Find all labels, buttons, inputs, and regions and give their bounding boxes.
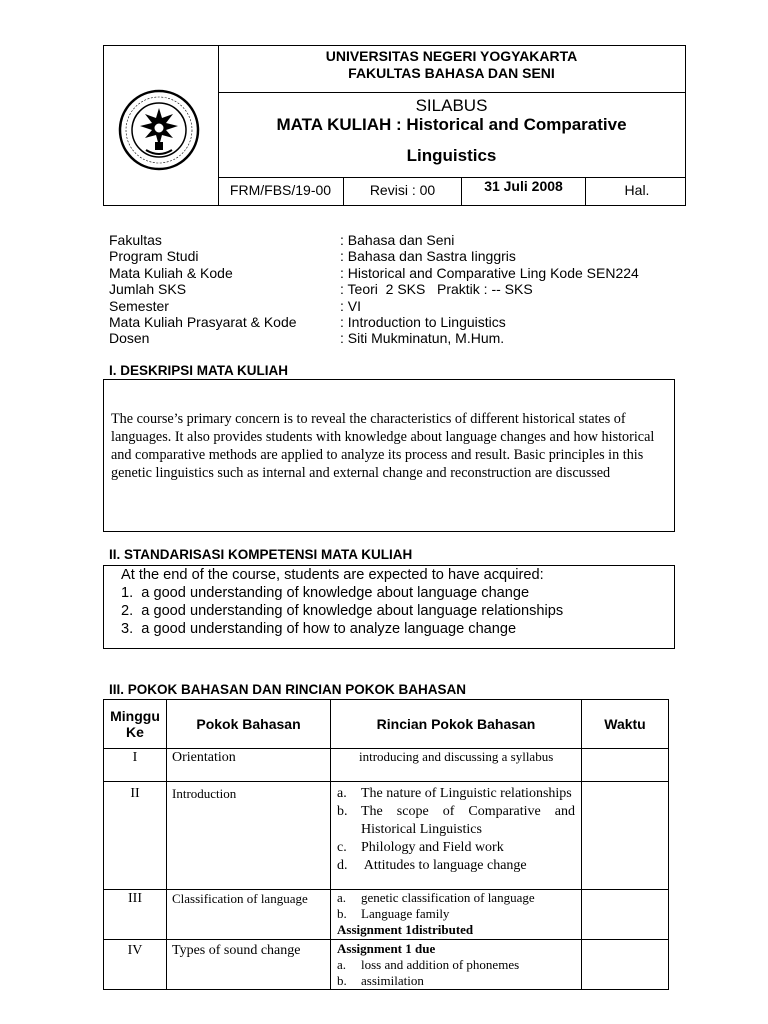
list-item: 1. a good understanding of knowledge about language change (121, 585, 530, 601)
page-label: Hal. (624, 182, 650, 198)
section2-title: II. STANDARISASI KOMPETENSI MATA KULIAH (109, 547, 413, 562)
form-code: FRM/FBS/19-00 (218, 177, 344, 205)
list-item: d. Attitudes to language change (337, 858, 527, 873)
institution-cell (218, 46, 685, 93)
faculty-name: FAKULTAS BAHASA DAN SENI (348, 65, 555, 81)
logo-cell (104, 46, 219, 205)
university-name: UNIVERSITAS NEGERI YOGYAKARTA (325, 48, 578, 64)
list-item: b. Language family (337, 906, 450, 921)
description-box (103, 379, 675, 532)
col-header-topic: Pokok Bahasan (167, 700, 331, 749)
week-cell: II (104, 782, 167, 890)
university-seal-icon (104, 46, 218, 205)
detail-list (337, 890, 575, 922)
topic-cell: Types of sound change (167, 940, 331, 990)
assignment-note: Assignment 1distributed (337, 922, 474, 937)
meta-row (218, 177, 685, 205)
topics-table (103, 699, 669, 990)
table-row (104, 890, 669, 940)
col-header-time: Waktu (582, 700, 669, 749)
time-cell (582, 890, 669, 940)
competency-list (121, 585, 563, 639)
table-header-row (104, 700, 669, 749)
info-value: : Bahasa dan Seni (340, 232, 455, 248)
info-key: Mata Kuliah & Kode (109, 264, 233, 281)
list-item: 2. a good understanding of knowledge about language relationships (121, 603, 564, 619)
table-row (104, 782, 669, 890)
list-item: c. Philology and Field work (337, 840, 504, 855)
info-key: Jumlah SKS (109, 281, 187, 298)
topic-cell: Introduction (167, 782, 331, 890)
topic-cell: Classification of language (167, 890, 331, 940)
week-cell: I (104, 749, 167, 782)
section3-title: III. POKOK BAHASAN DAN RINCIAN POKOK BAHASAN (109, 682, 467, 697)
doc-type: SILABUS (415, 96, 488, 115)
info-value: : Introduction to Linguistics (340, 314, 506, 330)
assignment-due: Assignment 1 due (337, 941, 436, 956)
week-cell: III (104, 890, 167, 940)
description-text: The course’s primary concern is to reveal the characteristics of different historical states of languages. It also provides students with knowledge about language changes and how historical and comparative methods are applied to analyze its process and result. Basic principles in this genetic linguistics such as internal and external change and reconstruction are discussed (111, 411, 655, 481)
competency-intro: At the end of the course, students are expected to have acquired: (121, 567, 544, 583)
table-row (104, 940, 669, 990)
list-item: b. The scope of Comparative and Historical Linguistics (337, 804, 575, 837)
info-value: : Historical and Comparative Ling Kode SEN224 (340, 264, 639, 281)
title-cell (218, 93, 685, 178)
col-header-week: Minggu Ke (104, 700, 167, 749)
doc-date: 31 Juli 2008 (462, 177, 586, 205)
info-key: Semester (109, 297, 169, 314)
course-title-line1: MATA KULIAH : Historical and Comparative (276, 115, 627, 134)
detail-list (337, 957, 575, 989)
list-item: a. loss and addition of phonemes (337, 957, 520, 972)
detail-cell (331, 782, 582, 890)
detail-cell (331, 940, 582, 990)
list-item: a. genetic classification of language (337, 890, 535, 905)
detail-list (337, 785, 575, 875)
list-item: b. assimilation (337, 973, 424, 988)
info-key: Mata Kuliah Prasyarat & Kode (109, 314, 297, 330)
detail-cell: introducing and discussing a syllabus (331, 749, 582, 782)
time-cell (582, 749, 669, 782)
info-key: Program Studi (109, 248, 199, 265)
table-row (104, 749, 669, 782)
info-value: : Teori 2 SKS Praktik : -- SKS (340, 281, 533, 298)
time-cell (582, 940, 669, 990)
info-key: Dosen (109, 330, 150, 347)
course-title-line2: Linguistics (406, 146, 497, 165)
document-header (103, 45, 686, 206)
info-value: : Siti Mukminatun, M.Hum. (340, 330, 505, 347)
info-key: Fakultas (109, 232, 162, 248)
col-header-detail: Rincian Pokok Bahasan (331, 700, 582, 749)
list-item: 3. a good understanding of how to analyze language change (121, 621, 517, 637)
competency-box (103, 565, 675, 649)
section1-title: I. DESKRIPSI MATA KULIAH (109, 363, 289, 378)
info-value: : Bahasa dan Sastra Iinggris (340, 248, 516, 265)
info-value: : VI (340, 297, 362, 314)
detail-cell (331, 890, 582, 940)
week-cell: IV (104, 940, 167, 990)
time-cell (582, 782, 669, 890)
revision: Revisi : 00 (344, 177, 462, 205)
list-item: a. The nature of Linguistic relationships (337, 786, 572, 801)
topic-cell: Orientation (167, 749, 331, 782)
